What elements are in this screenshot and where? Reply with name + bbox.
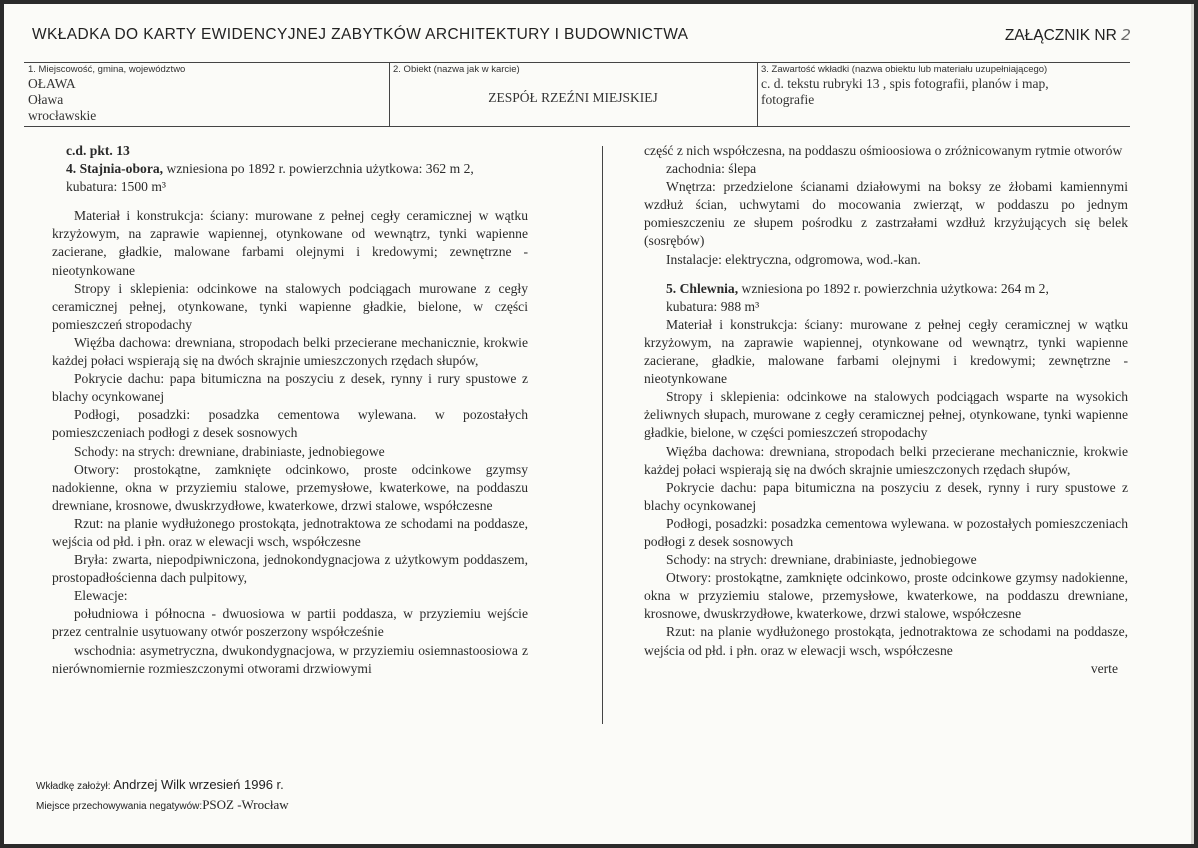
annex-label (1005, 26, 1131, 45)
s4-plan: Rzut: na planie wydłużonego prostokąta, jednotraktowa ze schodami na poddasze, wejścia od płd. i płn. oraz w elewacji wsch, współczesne (52, 515, 528, 549)
header-divider-2 (757, 62, 758, 126)
left-column (52, 142, 528, 678)
s5-roofing: Pokrycie dachu: papa bitumiczna na poszyciu z desek, rynny i rury spustowe z blachy ocynkowanej (644, 479, 1128, 513)
s4-elev-south-north: południowa i północna - dwuosiowa w partii poddasza, w przyziemiu wejście przez centralnie usytuowany otwór poszerzony współcześnie (52, 606, 528, 640)
footer-storage (36, 796, 289, 814)
field-object-value: ZESPÓŁ RZEŹNI MIEJSKIEJ (488, 90, 658, 105)
section-4-volume: kubatura: 1500 m³ (66, 179, 166, 195)
section-5-volume: kubatura: 988 m³ (666, 298, 760, 314)
field-location-label: 1. Miejscowość, gmina, województwo (28, 64, 186, 75)
section-5-heading (644, 280, 1128, 298)
field-contents (761, 64, 1126, 126)
continuation-heading: c.d. pkt. 13 (66, 143, 130, 158)
s5-stairs: Schody: na strych: drewniane, drabiniaste, jednobiegowe (666, 552, 977, 568)
s4-roof-truss: Więźba dachowa: drewniana, stropodach belki przecierane mechanicznie, krokwie każdej połaci wspierają się na dwóch skrajnie umieszczonych rzędach słupów, (52, 334, 528, 369)
s4-material: Materiał i konstrukcja: ściany: murowane z pełnej cegły ceramicznej w wątku krzyżowym, na zaprawie wapiennej, otynkowane od wewnątrz, tynki wapienne zacierane, gładkie, malowane farbami olejnymi i kredowymi; zewnętrzne - nieotynkowane (52, 208, 528, 278)
s5-plan: Rzut: na planie wydłużonego prostokąta, jednotraktowa ze schodami na poddasze, wejścia od płd. i płn. oraz w elewacji wsch, współczesne (644, 624, 1128, 658)
annex-label-text: ZAŁĄCZNIK NR (1004, 27, 1117, 44)
s4-floors: Podłogi, posadzki: posadzka cementowa wylewana. w pozostałych pomieszczeniach podłogi z desek sosnowych (52, 407, 528, 441)
s4-ceilings: Stropy i sklepienia: odcinkowe na stalowych podciągach murowane z cegły ceramicznej pełnej, otynkowane, tynki wapienne gładkie, bielone, w części pomieszczeń stropodachy (52, 280, 528, 332)
s4-elev-east-cont: część z nich współczesna, na poddaszu ośmioosiowa o zróżnicowanym rytmie otworów (644, 143, 1123, 158)
footer-storage-label: Miejsce przechowywania negatywów: (36, 801, 203, 812)
s5-material: Materiał i konstrukcja: ściany: murowane z pełnej cegły ceramicznej w wątku krzyżowym, na zaprawie wapiennej, otynkowane od wewnątrz, tynki wapienne zacierane, gładkie, malowane farbami olejnymi i kredowymi; zewnętrzne - nieotynkowane (644, 316, 1128, 387)
field-location-line-1: OŁAWA (28, 76, 76, 91)
record-card (4, 4, 1194, 844)
footer-author-value: Andrzej Wilk wrzesień 1996 r. (113, 777, 284, 792)
section-5-title: 5. Chlewnia, (666, 280, 739, 296)
s4-elevations: Elewacje: (74, 588, 128, 604)
s4-installations: Instalacje: elektryczna, odgromowa, wod.-kan. (666, 251, 921, 267)
right-column (644, 142, 1128, 678)
field-contents-label: 3. Zawartość wkładki (nazwa obiektu lub materiału uzupełniającego) (761, 64, 1048, 75)
verte-note: verte (1090, 660, 1118, 676)
section-5-area: wzniesiona po 1892 r. powierzchnia użytkowa: 264 m 2, (738, 280, 1049, 296)
field-object-label: 2. Obiekt (nazwa jak w karcie) (393, 64, 520, 75)
s5-ceilings: Stropy i sklepienia: odcinkowe na stalowych podciągach wsparte na wysokich żeliwnych słupach, murowane z cegły ceramicznej pełnej, otynkowane, tynki wapienne gładkie, bielone, w części pomieszczeń stropodachy (644, 389, 1128, 441)
field-contents-line-2: fotografie (761, 92, 815, 107)
field-object (393, 64, 753, 126)
s5-floors: Podłogi, posadzki: posadzka cementowa wylewana. w pozostałych pomieszczeniach podłogi z desek sosnowych (644, 515, 1128, 549)
header-divider-1 (389, 62, 390, 126)
section-4-area: wzniesiona po 1892 r. powierzchnia użytkowa: 362 m 2, (163, 161, 474, 177)
field-location-line-2: Oława (28, 92, 64, 107)
section-4-heading (52, 160, 528, 178)
annex-number: 2 (1121, 26, 1131, 44)
card-title: WKŁADKA DO KARTY EWIDENCYJNEJ ZABYTKÓW ARCHITEKTURY I BUDOWNICTWA (32, 26, 689, 43)
field-location (28, 64, 386, 126)
field-location-line-3: wrocławskie (28, 108, 97, 123)
s5-roof-truss: Więźba dachowa: drewniana, stropodach belki przecierane mechanicznie, krokwie każdej połaci wspierają się na dwóch skrajnie umieszczonych rzędach słupów, (644, 443, 1128, 477)
s4-elev-west: zachodnia: ślepa (666, 161, 757, 177)
s4-interiors: Wnętrza: przedzielone ścianami działowymi na boksy ze żłobami kamiennymi wzdłuż ścian, uchwytami do mocowania zwierząt, w poddaszu po jednym pomieszczeniu ze słupem pośrodku z zastrzałami wzdłuż krzyżujących się belek (sosrębów) (644, 179, 1128, 249)
s4-mass: Bryła: zwarta, niepodpiwniczona, jednokondygnacjowa z użytkowym poddaszem, prostopadłościenna dach pulpitowy, (52, 552, 528, 586)
s5-openings: Otwory: prostokątne, zamknięte odcinkowo, proste odcinkowe gzymsy nadokienne, okna w przyziemiu stalowe, przemysłowe, kwaterkowe, na poddaszu drewniane, krosnowe, dwuskrzydłowe, kwaterkowe, drzwi stalowe, współczesne (644, 570, 1128, 622)
column-separator (602, 146, 603, 724)
s4-openings: Otwory: prostokątne, zamknięte odcinkowo, proste odcinkowe gzymsy nadokienne, okna w przyziemiu stalowe, przemysłowe, kwaterkowe, na poddaszu drewniane, krosnowe, dwuskrzydłowe, kwaterkowe, drzwi stalowe, współczesne (52, 461, 528, 513)
header-bottom-rule (24, 126, 1130, 127)
field-contents-line-1: c. d. tekstu rubryki 13 , spis fotografii, planów i map, (761, 76, 1049, 91)
s4-elev-east: wschodnia: asymetryczna, dwukondygnacjowa, w przyziemiu osiemnastoosiowa z nierównomiernie rozmieszczonymi otworami drzwiowymi (52, 642, 528, 676)
footer-author (36, 776, 284, 794)
s4-stairs: Schody: na strych: drewniane, drabiniaste, jednobiegowe (74, 443, 385, 459)
footer-author-label: Wkładkę założył: (36, 781, 114, 792)
header-top-rule (24, 62, 1130, 63)
footer-storage-value: PSOZ -Wrocław (202, 797, 289, 812)
s4-roofing: Pokrycie dachu: papa bitumiczna na poszyciu z desek, rynny i rury spustowe z blachy ocynkowanej (52, 371, 528, 405)
section-4-title: 4. Stajnia-obora, (66, 161, 164, 177)
